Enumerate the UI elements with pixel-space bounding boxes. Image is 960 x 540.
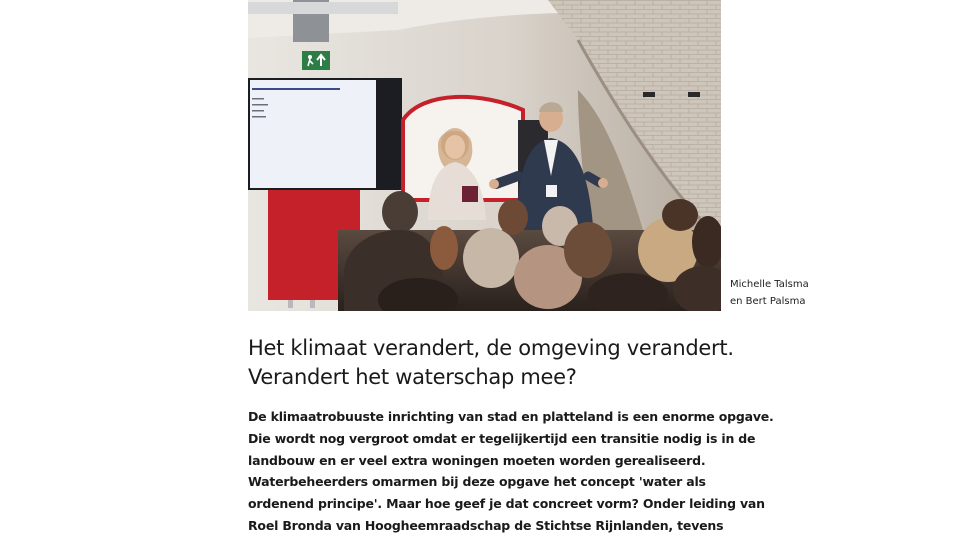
article-intro (248, 406, 774, 537)
article-headline (248, 334, 788, 392)
photo-caption (730, 276, 840, 310)
exit-figure (308, 55, 312, 59)
emergency-exit-icon (302, 51, 330, 70)
intro-line: Die wordt nog vergroot omdat er tegelijkertijd een transitie nodig is in de (248, 430, 756, 446)
intro-line: De klimaatrobuuste inrichting van stad en platteland is een enorme opgave. (248, 409, 774, 424)
headline-line: Het klimaat verandert, de omgeving verandert. (248, 336, 734, 360)
slide-text-line (252, 88, 340, 90)
wall-spotlight (688, 92, 700, 97)
caption-line: en Bert Palsma (730, 296, 806, 307)
slide-text-line (252, 110, 264, 112)
ceiling-light-panel (248, 2, 398, 14)
event-photo (248, 0, 721, 311)
slide-text-line (252, 116, 266, 118)
intro-line: Waterbeheerders omarmen bij deze opgave het concept 'water als (248, 474, 706, 490)
slide-text-line (252, 104, 268, 106)
slide-text-line (252, 98, 264, 100)
caption-line: Michelle Talsma (730, 279, 809, 290)
wall-spotlight (643, 92, 655, 97)
headline-line: Verandert het waterschap mee? (248, 365, 577, 389)
intro-line: landbouw en er veel extra woningen moeten worden gerealiseerd. (248, 452, 706, 468)
presentation-screen (250, 80, 376, 188)
intro-line: Roel Bronda van Hoogheemraadschap de Stichtse Rijnlanden, tevens (248, 517, 724, 533)
intro-line: ordenend principe'. Maar hoe geef je dat concreet vorm? Onder leiding van (248, 496, 765, 512)
